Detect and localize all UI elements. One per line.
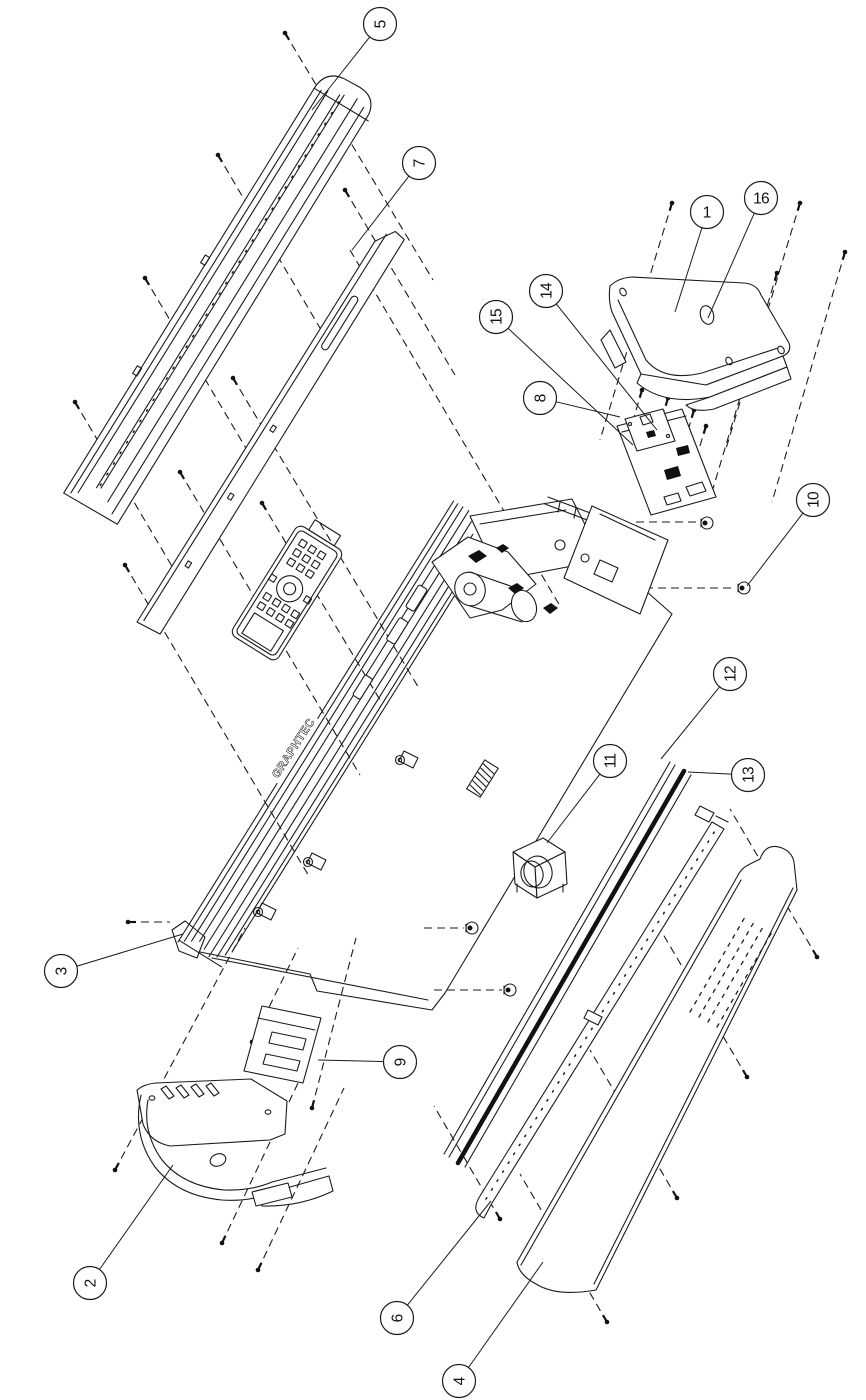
balloon-leader-line <box>77 934 183 966</box>
balloon-number: 1 <box>702 204 712 222</box>
balloon-number: 12 <box>722 666 740 682</box>
screw <box>283 31 288 36</box>
balloon-9 <box>318 1046 417 1079</box>
screw <box>843 250 848 255</box>
screw <box>231 376 236 381</box>
balloon-11 <box>547 745 627 844</box>
balloon-10 <box>747 484 830 587</box>
screw <box>343 188 348 193</box>
screw <box>605 1320 610 1325</box>
screw <box>123 563 128 568</box>
brand-logo-text: GRAPHTEC <box>270 716 318 781</box>
screw <box>126 920 131 925</box>
balloon-number: 6 <box>389 1313 407 1323</box>
balloon-leader-line <box>508 328 633 445</box>
balloon-leader-line <box>469 1262 543 1368</box>
balloon-number: 5 <box>372 19 390 29</box>
screw <box>815 955 820 960</box>
screw <box>73 400 78 405</box>
part-9-bracket-plate <box>244 1006 321 1083</box>
balloon-leader-line <box>407 1201 491 1305</box>
screw <box>260 501 265 506</box>
screw <box>745 1075 750 1080</box>
screw <box>256 1268 261 1273</box>
balloon-number: 16 <box>753 190 769 208</box>
screw <box>113 1168 118 1173</box>
part-1-right-end-cover <box>601 277 791 410</box>
balloon-4 <box>443 1262 544 1398</box>
screw <box>798 201 803 206</box>
carriage-assembly <box>432 497 668 625</box>
balloon-number: 2 <box>82 1278 100 1288</box>
part-5-upper-cover-rail <box>59 65 382 526</box>
screw <box>670 201 675 206</box>
screw <box>178 470 183 475</box>
balloon-number: 11 <box>602 753 620 769</box>
balloon-leader-line <box>661 687 720 759</box>
balloon-number: 4 <box>451 1376 469 1386</box>
balloon-6 <box>381 1201 492 1335</box>
part-10-foot-grommet <box>701 517 713 529</box>
part-11-fan-box <box>513 838 567 898</box>
balloon-leader-line <box>318 1060 384 1062</box>
balloon-2 <box>74 1165 174 1300</box>
part-8-main-board <box>617 409 716 515</box>
screw <box>220 1241 225 1246</box>
balloon-12 <box>661 658 747 760</box>
screw <box>675 1196 680 1201</box>
balloon-15 <box>480 301 634 446</box>
screw <box>498 1217 503 1222</box>
screw <box>216 153 221 158</box>
balloon-leader-line <box>688 772 732 774</box>
balloon-number: 8 <box>532 393 550 403</box>
balloon-number: 7 <box>411 158 429 168</box>
balloon-number: 3 <box>53 966 71 976</box>
balloon-number: 14 <box>538 283 556 299</box>
balloon-number: 10 <box>805 492 823 508</box>
control-panel <box>230 513 351 662</box>
balloon-leader-line <box>99 1165 173 1270</box>
balloon-callouts <box>45 8 830 1398</box>
balloon-3 <box>45 934 184 988</box>
screw <box>143 276 148 281</box>
balloon-leader-line <box>747 513 803 586</box>
balloon-8 <box>524 382 621 418</box>
screw <box>775 271 780 276</box>
balloon-number: 9 <box>392 1057 410 1067</box>
screw <box>704 424 709 429</box>
part-2-left-end-cover <box>137 1079 333 1206</box>
screw <box>310 1106 315 1111</box>
balloon-number: 15 <box>488 309 506 325</box>
balloon-13 <box>688 759 765 792</box>
balloon-number: 13 <box>740 767 758 783</box>
